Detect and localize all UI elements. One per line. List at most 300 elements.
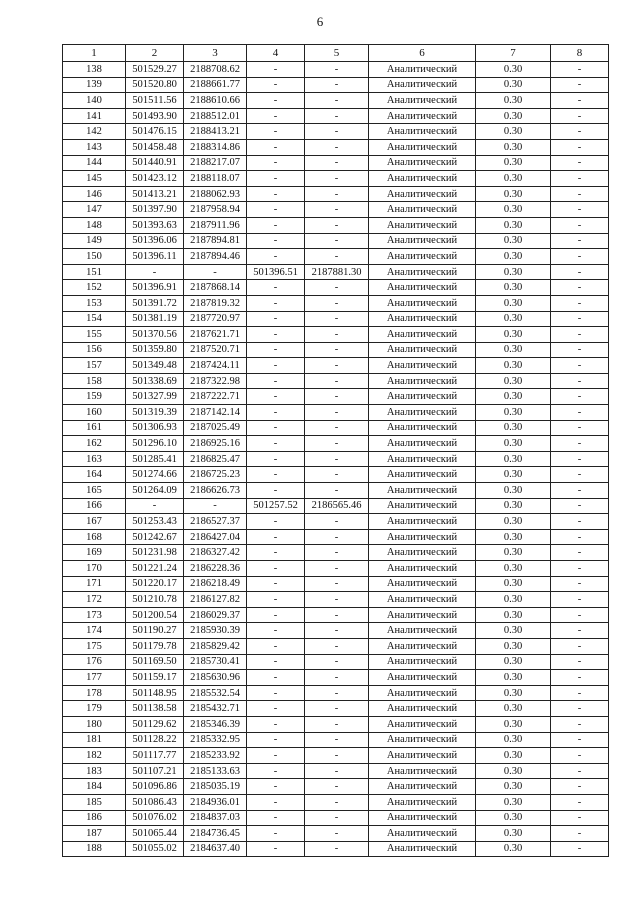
y-coordinate-cell: 2185930.39: [184, 623, 247, 639]
x-coordinate-cell: -: [126, 498, 184, 514]
point-number-cell: 146: [63, 186, 126, 202]
x-alt-coordinate-cell: 501257.52: [247, 498, 305, 514]
x-alt-coordinate-cell: -: [247, 529, 305, 545]
accuracy-cell: 0.30: [476, 514, 551, 530]
point-number-cell: 184: [63, 779, 126, 795]
y-alt-coordinate-cell: -: [305, 638, 369, 654]
accuracy-cell: 0.30: [476, 763, 551, 779]
x-alt-coordinate-cell: -: [247, 623, 305, 639]
x-coordinate-cell: 501148.95: [126, 685, 184, 701]
x-alt-coordinate-cell: -: [247, 155, 305, 171]
method-cell: Аналитический: [369, 841, 476, 857]
accuracy-cell: 0.30: [476, 810, 551, 826]
note-cell: -: [551, 716, 609, 732]
x-coordinate-cell: 501190.27: [126, 623, 184, 639]
note-cell: -: [551, 311, 609, 327]
x-alt-coordinate-cell: -: [247, 217, 305, 233]
accuracy-cell: 0.30: [476, 124, 551, 140]
accuracy-cell: 0.30: [476, 685, 551, 701]
x-coordinate-cell: 501349.48: [126, 358, 184, 374]
y-alt-coordinate-cell: -: [305, 124, 369, 140]
accuracy-cell: 0.30: [476, 451, 551, 467]
x-alt-coordinate-cell: -: [247, 607, 305, 623]
point-number-cell: 182: [63, 748, 126, 764]
note-cell: -: [551, 264, 609, 280]
table-row: [63, 670, 609, 686]
table-row: [63, 654, 609, 670]
note-cell: -: [551, 327, 609, 343]
y-alt-coordinate-cell: -: [305, 779, 369, 795]
note-cell: -: [551, 670, 609, 686]
method-cell: Аналитический: [369, 810, 476, 826]
accuracy-cell: 0.30: [476, 670, 551, 686]
table-row: [63, 638, 609, 654]
note-cell: -: [551, 186, 609, 202]
y-coordinate-cell: 2188217.07: [184, 155, 247, 171]
point-number-cell: 170: [63, 561, 126, 577]
method-cell: Аналитический: [369, 638, 476, 654]
y-alt-coordinate-cell: -: [305, 748, 369, 764]
y-coordinate-cell: 2186427.04: [184, 529, 247, 545]
x-coordinate-cell: 501396.11: [126, 249, 184, 265]
table-row: [63, 373, 609, 389]
coordinates-table: [62, 44, 609, 857]
x-alt-coordinate-cell: -: [247, 108, 305, 124]
x-alt-coordinate-cell: -: [247, 280, 305, 296]
method-cell: Аналитический: [369, 342, 476, 358]
accuracy-cell: 0.30: [476, 576, 551, 592]
accuracy-cell: 0.30: [476, 108, 551, 124]
x-alt-coordinate-cell: -: [247, 638, 305, 654]
accuracy-cell: 0.30: [476, 529, 551, 545]
y-alt-coordinate-cell: -: [305, 607, 369, 623]
accuracy-cell: 0.30: [476, 295, 551, 311]
table-row: [63, 280, 609, 296]
table-row: [63, 155, 609, 171]
point-number-cell: 159: [63, 389, 126, 405]
accuracy-cell: 0.30: [476, 342, 551, 358]
y-coordinate-cell: 2187911.96: [184, 217, 247, 233]
note-cell: -: [551, 779, 609, 795]
accuracy-cell: 0.30: [476, 93, 551, 109]
x-coordinate-cell: 501520.80: [126, 77, 184, 93]
note-cell: -: [551, 623, 609, 639]
y-coordinate-cell: 2186925.16: [184, 436, 247, 452]
point-number-cell: 145: [63, 171, 126, 187]
x-coordinate-cell: 501391.72: [126, 295, 184, 311]
method-cell: Аналитический: [369, 155, 476, 171]
x-alt-coordinate-cell: -: [247, 654, 305, 670]
x-alt-coordinate-cell: -: [247, 576, 305, 592]
y-alt-coordinate-cell: -: [305, 217, 369, 233]
method-cell: Аналитический: [369, 623, 476, 639]
y-alt-coordinate-cell: -: [305, 358, 369, 374]
note-cell: -: [551, 405, 609, 421]
table-row: [63, 77, 609, 93]
note-cell: -: [551, 62, 609, 78]
point-number-cell: 153: [63, 295, 126, 311]
accuracy-cell: 0.30: [476, 139, 551, 155]
y-coordinate-cell: 2184837.03: [184, 810, 247, 826]
table-row: [63, 779, 609, 795]
point-number-cell: 158: [63, 373, 126, 389]
method-cell: Аналитический: [369, 670, 476, 686]
y-alt-coordinate-cell: -: [305, 77, 369, 93]
y-alt-coordinate-cell: -: [305, 794, 369, 810]
x-alt-coordinate-cell: -: [247, 685, 305, 701]
point-number-cell: 142: [63, 124, 126, 140]
y-alt-coordinate-cell: -: [305, 373, 369, 389]
method-cell: Аналитический: [369, 124, 476, 140]
accuracy-cell: 0.30: [476, 280, 551, 296]
x-coordinate-cell: 501179.78: [126, 638, 184, 654]
y-coordinate-cell: 2185133.63: [184, 763, 247, 779]
table-row: [63, 716, 609, 732]
y-alt-coordinate-cell: -: [305, 810, 369, 826]
table-row: [63, 451, 609, 467]
x-coordinate-cell: 501220.17: [126, 576, 184, 592]
y-alt-coordinate-cell: -: [305, 62, 369, 78]
x-coordinate-cell: 501086.43: [126, 794, 184, 810]
accuracy-cell: 0.30: [476, 77, 551, 93]
x-alt-coordinate-cell: -: [247, 171, 305, 187]
note-cell: -: [551, 529, 609, 545]
x-alt-coordinate-cell: -: [247, 373, 305, 389]
x-coordinate-cell: 501370.56: [126, 327, 184, 343]
accuracy-cell: 0.30: [476, 202, 551, 218]
x-coordinate-cell: 501231.98: [126, 545, 184, 561]
y-alt-coordinate-cell: -: [305, 654, 369, 670]
x-alt-coordinate-cell: -: [247, 233, 305, 249]
table-row: [63, 217, 609, 233]
x-alt-coordinate-cell: -: [247, 311, 305, 327]
method-cell: Аналитический: [369, 139, 476, 155]
accuracy-cell: 0.30: [476, 623, 551, 639]
accuracy-cell: 0.30: [476, 405, 551, 421]
note-cell: -: [551, 826, 609, 842]
x-alt-coordinate-cell: -: [247, 592, 305, 608]
accuracy-cell: 0.30: [476, 155, 551, 171]
x-alt-coordinate-cell: -: [247, 358, 305, 374]
point-number-cell: 163: [63, 451, 126, 467]
y-alt-coordinate-cell: -: [305, 670, 369, 686]
x-coordinate-cell: 501221.24: [126, 561, 184, 577]
method-cell: Аналитический: [369, 202, 476, 218]
point-number-cell: 172: [63, 592, 126, 608]
y-alt-coordinate-cell: -: [305, 467, 369, 483]
note-cell: -: [551, 701, 609, 717]
x-alt-coordinate-cell: -: [247, 124, 305, 140]
table-row: [63, 794, 609, 810]
point-number-cell: 183: [63, 763, 126, 779]
point-number-cell: 138: [63, 62, 126, 78]
y-coordinate-cell: 2187142.14: [184, 405, 247, 421]
y-alt-coordinate-cell: -: [305, 826, 369, 842]
x-alt-coordinate-cell: -: [247, 732, 305, 748]
method-cell: Аналитический: [369, 685, 476, 701]
note-cell: -: [551, 93, 609, 109]
note-cell: -: [551, 748, 609, 764]
method-cell: Аналитический: [369, 451, 476, 467]
x-coordinate-cell: 501274.66: [126, 467, 184, 483]
x-coordinate-cell: 501159.17: [126, 670, 184, 686]
method-cell: Аналитический: [369, 732, 476, 748]
method-cell: Аналитический: [369, 264, 476, 280]
point-number-cell: 173: [63, 607, 126, 623]
y-alt-coordinate-cell: -: [305, 186, 369, 202]
column-header: 5: [305, 45, 369, 62]
method-cell: Аналитический: [369, 654, 476, 670]
x-alt-coordinate-cell: -: [247, 701, 305, 717]
x-coordinate-cell: 501107.21: [126, 763, 184, 779]
point-number-cell: 139: [63, 77, 126, 93]
method-cell: Аналитический: [369, 716, 476, 732]
x-alt-coordinate-cell: -: [247, 748, 305, 764]
x-coordinate-cell: 501128.22: [126, 732, 184, 748]
table-row: [63, 483, 609, 499]
note-cell: -: [551, 358, 609, 374]
accuracy-cell: 0.30: [476, 233, 551, 249]
note-cell: -: [551, 592, 609, 608]
table-row: [63, 327, 609, 343]
y-alt-coordinate-cell: -: [305, 514, 369, 530]
y-alt-coordinate-cell: -: [305, 139, 369, 155]
x-alt-coordinate-cell: -: [247, 295, 305, 311]
point-number-cell: 144: [63, 155, 126, 171]
note-cell: -: [551, 794, 609, 810]
note-cell: -: [551, 249, 609, 265]
column-header: 8: [551, 45, 609, 62]
x-alt-coordinate-cell: -: [247, 545, 305, 561]
table-row: [63, 202, 609, 218]
x-alt-coordinate-cell: -: [247, 794, 305, 810]
point-number-cell: 185: [63, 794, 126, 810]
point-number-cell: 147: [63, 202, 126, 218]
method-cell: Аналитический: [369, 436, 476, 452]
method-cell: Аналитический: [369, 186, 476, 202]
point-number-cell: 156: [63, 342, 126, 358]
y-alt-coordinate-cell: -: [305, 420, 369, 436]
note-cell: -: [551, 545, 609, 561]
method-cell: Аналитический: [369, 77, 476, 93]
table-row: [63, 139, 609, 155]
table-row: [63, 732, 609, 748]
x-coordinate-cell: 501264.09: [126, 483, 184, 499]
y-coordinate-cell: 2184736.45: [184, 826, 247, 842]
y-alt-coordinate-cell: -: [305, 841, 369, 857]
note-cell: -: [551, 561, 609, 577]
x-alt-coordinate-cell: -: [247, 139, 305, 155]
x-alt-coordinate-cell: -: [247, 514, 305, 530]
x-alt-coordinate-cell: -: [247, 826, 305, 842]
table-row: [63, 62, 609, 78]
y-coordinate-cell: 2187894.81: [184, 233, 247, 249]
y-coordinate-cell: 2187894.46: [184, 249, 247, 265]
x-alt-coordinate-cell: -: [247, 327, 305, 343]
point-number-cell: 143: [63, 139, 126, 155]
point-number-cell: 178: [63, 685, 126, 701]
x-alt-coordinate-cell: -: [247, 483, 305, 499]
method-cell: Аналитический: [369, 561, 476, 577]
y-coordinate-cell: 2187520.71: [184, 342, 247, 358]
x-coordinate-cell: 501129.62: [126, 716, 184, 732]
method-cell: Аналитический: [369, 217, 476, 233]
accuracy-cell: 0.30: [476, 794, 551, 810]
note-cell: -: [551, 342, 609, 358]
y-coordinate-cell: 2188118.07: [184, 171, 247, 187]
note-cell: -: [551, 389, 609, 405]
method-cell: Аналитический: [369, 280, 476, 296]
point-number-cell: 165: [63, 483, 126, 499]
y-coordinate-cell: -: [184, 264, 247, 280]
accuracy-cell: 0.30: [476, 186, 551, 202]
y-alt-coordinate-cell: -: [305, 592, 369, 608]
method-cell: Аналитический: [369, 327, 476, 343]
method-cell: Аналитический: [369, 701, 476, 717]
accuracy-cell: 0.30: [476, 264, 551, 280]
x-alt-coordinate-cell: -: [247, 202, 305, 218]
table-row: [63, 171, 609, 187]
y-alt-coordinate-cell: 2187881.30: [305, 264, 369, 280]
method-cell: Аналитический: [369, 373, 476, 389]
table-row: [63, 186, 609, 202]
note-cell: -: [551, 171, 609, 187]
x-alt-coordinate-cell: -: [247, 561, 305, 577]
y-coordinate-cell: -: [184, 498, 247, 514]
table-row: [63, 545, 609, 561]
note-cell: -: [551, 483, 609, 499]
x-coordinate-cell: 501200.54: [126, 607, 184, 623]
x-alt-coordinate-cell: -: [247, 249, 305, 265]
x-coordinate-cell: 501296.10: [126, 436, 184, 452]
y-coordinate-cell: 2187819.32: [184, 295, 247, 311]
method-cell: Аналитический: [369, 545, 476, 561]
table-row: [63, 405, 609, 421]
x-alt-coordinate-cell: -: [247, 405, 305, 421]
point-number-cell: 152: [63, 280, 126, 296]
method-cell: Аналитический: [369, 607, 476, 623]
y-coordinate-cell: 2188512.01: [184, 108, 247, 124]
note-cell: -: [551, 217, 609, 233]
y-coordinate-cell: 2188708.62: [184, 62, 247, 78]
x-alt-coordinate-cell: -: [247, 841, 305, 857]
y-coordinate-cell: 2184637.40: [184, 841, 247, 857]
x-coordinate-cell: 501423.12: [126, 171, 184, 187]
accuracy-cell: 0.30: [476, 249, 551, 265]
y-coordinate-cell: 2188314.86: [184, 139, 247, 155]
note-cell: -: [551, 685, 609, 701]
table-row: [63, 124, 609, 140]
point-number-cell: 176: [63, 654, 126, 670]
x-coordinate-cell: 501327.99: [126, 389, 184, 405]
note-cell: -: [551, 841, 609, 857]
y-coordinate-cell: 2188661.77: [184, 77, 247, 93]
method-cell: Аналитический: [369, 295, 476, 311]
table-row: [63, 108, 609, 124]
accuracy-cell: 0.30: [476, 483, 551, 499]
point-number-cell: 188: [63, 841, 126, 857]
method-cell: Аналитический: [369, 405, 476, 421]
table-row: [63, 420, 609, 436]
method-cell: Аналитический: [369, 311, 476, 327]
note-cell: -: [551, 607, 609, 623]
table-row: [63, 701, 609, 717]
x-coordinate-cell: 501253.43: [126, 514, 184, 530]
x-alt-coordinate-cell: 501396.51: [247, 264, 305, 280]
point-number-cell: 177: [63, 670, 126, 686]
accuracy-cell: 0.30: [476, 171, 551, 187]
y-coordinate-cell: 2187222.71: [184, 389, 247, 405]
note-cell: -: [551, 280, 609, 296]
point-number-cell: 141: [63, 108, 126, 124]
y-alt-coordinate-cell: -: [305, 701, 369, 717]
table-row: [63, 810, 609, 826]
x-alt-coordinate-cell: -: [247, 763, 305, 779]
y-alt-coordinate-cell: -: [305, 342, 369, 358]
column-header: 3: [184, 45, 247, 62]
y-alt-coordinate-cell: -: [305, 763, 369, 779]
x-coordinate-cell: 501393.63: [126, 217, 184, 233]
point-number-cell: 187: [63, 826, 126, 842]
accuracy-cell: 0.30: [476, 638, 551, 654]
accuracy-cell: 0.30: [476, 389, 551, 405]
accuracy-cell: 0.30: [476, 779, 551, 795]
table-row: [63, 623, 609, 639]
y-alt-coordinate-cell: -: [305, 311, 369, 327]
y-alt-coordinate-cell: -: [305, 295, 369, 311]
x-alt-coordinate-cell: -: [247, 62, 305, 78]
column-header: 6: [369, 45, 476, 62]
x-alt-coordinate-cell: -: [247, 186, 305, 202]
y-coordinate-cell: 2186527.37: [184, 514, 247, 530]
point-number-cell: 150: [63, 249, 126, 265]
method-cell: Аналитический: [369, 249, 476, 265]
point-number-cell: 166: [63, 498, 126, 514]
table-row: [63, 576, 609, 592]
note-cell: -: [551, 295, 609, 311]
x-coordinate-cell: 501169.50: [126, 654, 184, 670]
note-cell: -: [551, 373, 609, 389]
y-alt-coordinate-cell: -: [305, 545, 369, 561]
method-cell: Аналитический: [369, 389, 476, 405]
y-coordinate-cell: 2184936.01: [184, 794, 247, 810]
x-alt-coordinate-cell: -: [247, 467, 305, 483]
point-number-cell: 168: [63, 529, 126, 545]
x-coordinate-cell: 501242.67: [126, 529, 184, 545]
y-alt-coordinate-cell: -: [305, 155, 369, 171]
method-cell: Аналитический: [369, 93, 476, 109]
x-coordinate-cell: 501511.56: [126, 93, 184, 109]
table-row: [63, 467, 609, 483]
y-coordinate-cell: 2185332.95: [184, 732, 247, 748]
method-cell: Аналитический: [369, 779, 476, 795]
method-cell: Аналитический: [369, 108, 476, 124]
accuracy-cell: 0.30: [476, 654, 551, 670]
x-coordinate-cell: 501413.21: [126, 186, 184, 202]
point-number-cell: 151: [63, 264, 126, 280]
table-row: [63, 342, 609, 358]
x-coordinate-cell: 501338.69: [126, 373, 184, 389]
method-cell: Аналитический: [369, 420, 476, 436]
table-row: [63, 841, 609, 857]
x-alt-coordinate-cell: -: [247, 77, 305, 93]
point-number-cell: 162: [63, 436, 126, 452]
note-cell: -: [551, 139, 609, 155]
x-coordinate-cell: 501397.90: [126, 202, 184, 218]
y-alt-coordinate-cell: 2186565.46: [305, 498, 369, 514]
accuracy-cell: 0.30: [476, 467, 551, 483]
x-coordinate-cell: 501381.19: [126, 311, 184, 327]
